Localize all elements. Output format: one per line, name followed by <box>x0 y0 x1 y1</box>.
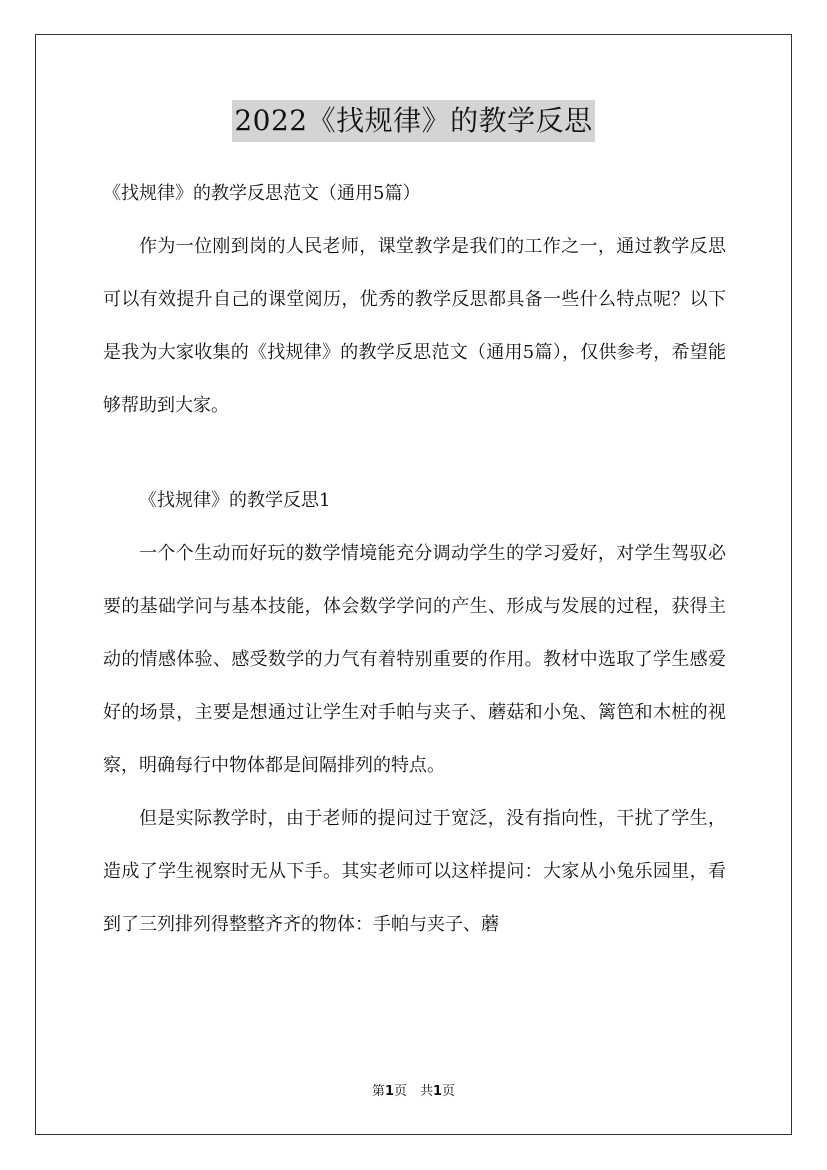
footer-total-pages: 1 <box>433 1084 443 1099</box>
title-wrap <box>0 100 827 142</box>
footer-suffix: 页 <box>442 1084 456 1099</box>
section-heading-1: 《找规律》的教学反思1 <box>139 490 331 511</box>
section1-paragraph-2: 但是实际教学时，由于老师的提问过于宽泛，没有指向性，干扰了学生，造成了学生视察时无从下手。其实老师可以这样提问：大家从小兔乐园里，看到了三列排列得整整齐齐的物体：手帕与夹子、蘑 <box>103 808 726 935</box>
section1-paragraph-1: 一个个生动而好玩的数学情境能充分调动学生的学习爱好，对学生驾驭必要的基础学问与基本技能，体会数学学问的产生、形成与发展的过程，获得主动的情感体验、感受数学的力气有着特别重要的作用。教材中选取了学生感爱好的场景，主要是想通过让学生对手帕与夹子、蘑菇和小兔、篱笆和木桩的视察，明确每行中物体都是间隔排列的特点。 <box>103 543 726 776</box>
document-body <box>103 172 726 951</box>
footer-mid: 页 共 <box>393 1084 433 1099</box>
document-subtitle: 《找规律》的教学反思范文（通用5篇） <box>103 183 421 204</box>
intro-paragraph: 作为一位刚到岗的人民老师，课堂教学是我们的工作之一，通过教学反思可以有效提升自己的课堂阅历，优秀的教学反思都具备一些什么特点呢？以下是我为大家收集的《找规律》的教学反思范文（通用5篇），仅供参考，希望能够帮助到大家。 <box>103 236 726 416</box>
footer-page-number: 1 <box>384 1084 394 1099</box>
document-title: 2022《找规律》的教学反思 <box>232 100 594 142</box>
footer-prefix: 第 <box>371 1084 385 1099</box>
page-footer <box>0 1082 827 1102</box>
